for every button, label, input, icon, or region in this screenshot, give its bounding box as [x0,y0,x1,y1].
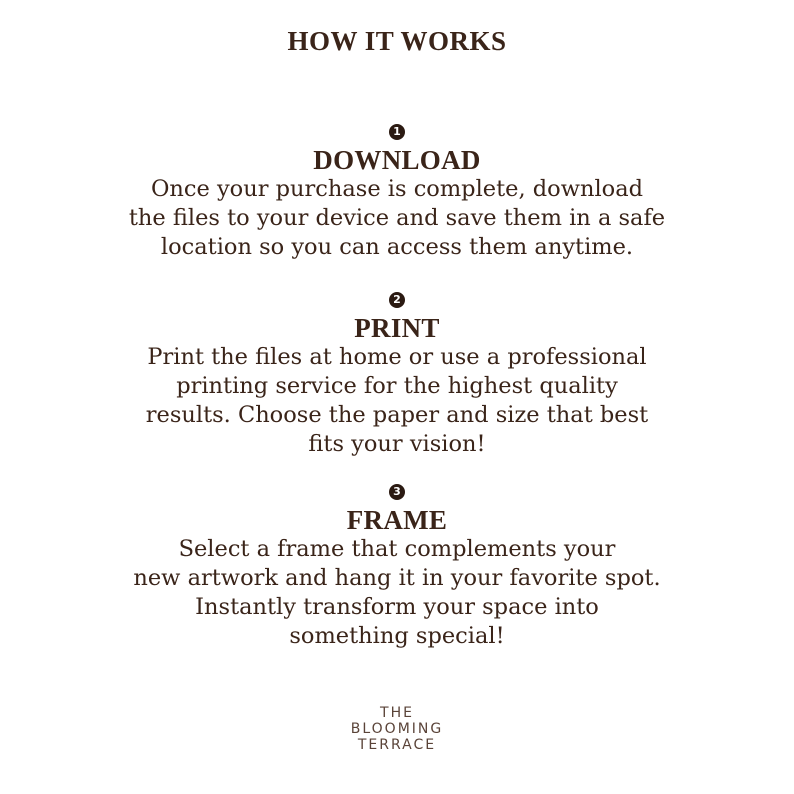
step-heading: DOWNLOAD [313,145,481,175]
brand-logo [0,705,794,753]
description-line: printing service for the highest quality [176,373,618,399]
description-line: Instantly transform your space into [195,594,599,620]
step-description [0,535,794,651]
page-title: HOW IT WORKS [287,26,507,56]
step-number-badge: 3 [389,484,405,500]
step-number-badge: 2 [389,292,405,308]
step-number-badge: 1 [389,124,405,140]
step-description [0,175,794,262]
step-description [0,343,794,459]
step-download [0,124,794,262]
step-heading: PRINT [354,313,440,343]
description-line: something special! [289,623,505,649]
logo-line: TERRACE [357,737,437,753]
step-heading: FRAME [346,505,448,535]
logo-line: BLOOMING [350,721,444,737]
description-line: new artwork and hang it in your favorite spot. [133,565,661,591]
description-line: results. Choose the paper and size that best [145,402,649,428]
description-line: location so you can access them anytime. [160,234,634,260]
step-frame [0,484,794,651]
logo-line: THE [380,705,414,721]
description-line: Print the files at home or use a professional [147,344,647,370]
description-line: Once your purchase is complete, download [150,176,644,202]
description-line: Select a frame that complements your [178,536,616,562]
description-line: fits your vision! [308,431,486,457]
step-print [0,292,794,459]
description-line: the files to your device and save them in a safe [128,205,666,231]
